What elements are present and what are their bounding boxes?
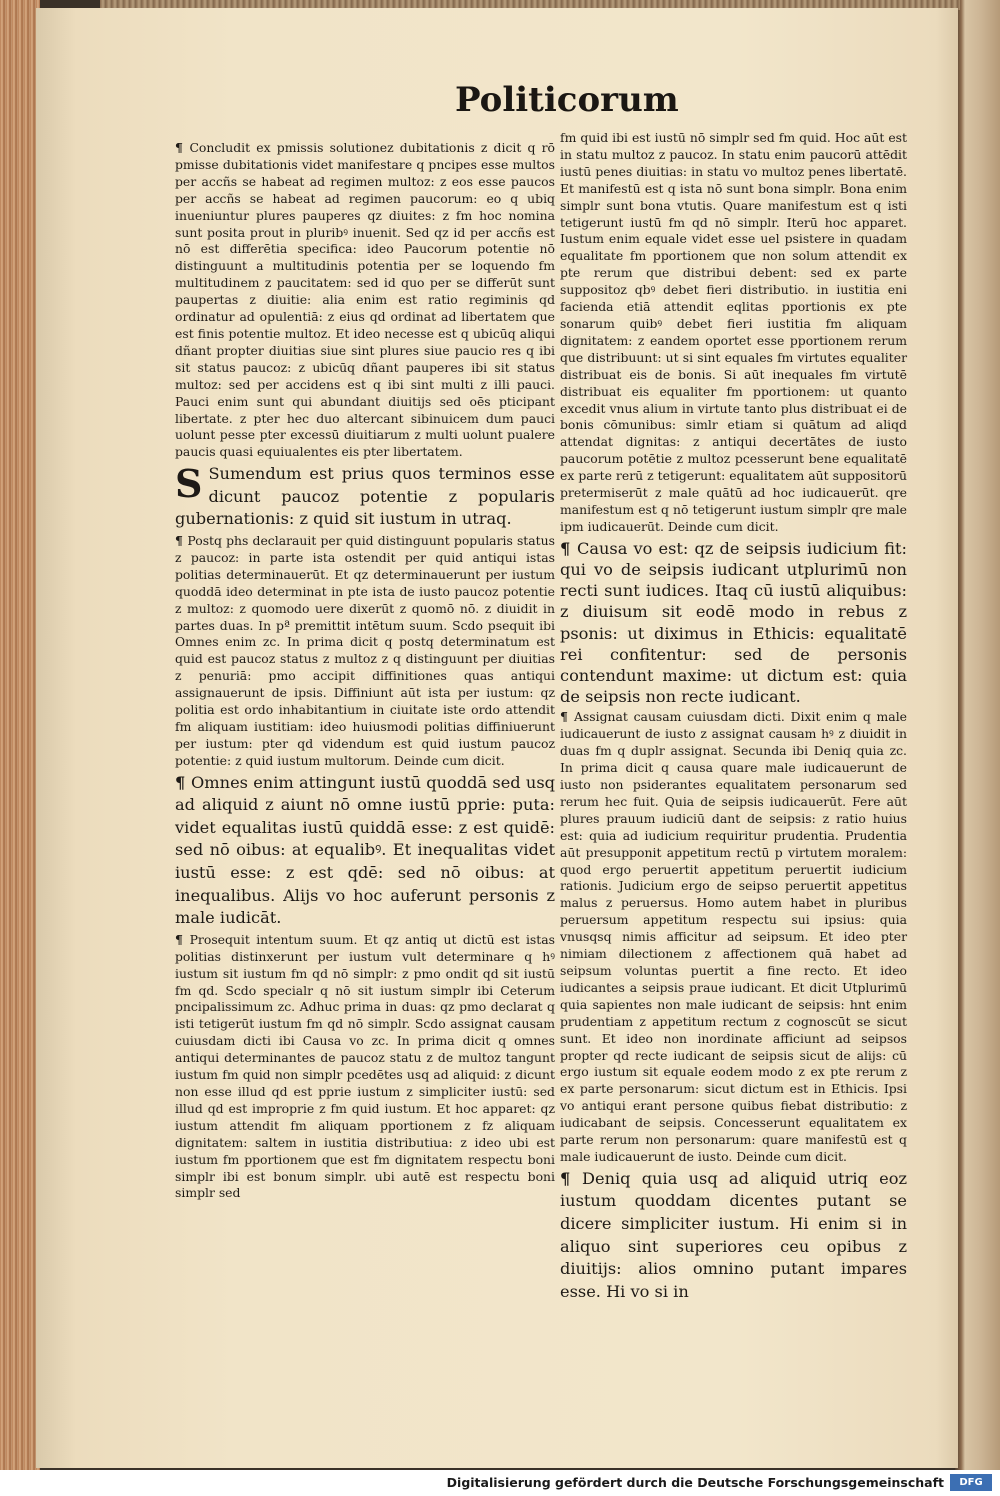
dropcap-initial: S — [175, 461, 203, 507]
pilcrow-icon: ¶ — [175, 533, 188, 548]
paragraph-lemma: ¶ Omnes enim attingunt iustū quoddā sed usq ad aliquid z aiunt nō omne iustū pprie: puta: videt equalitas iustū quiddā esse: z est quidē: sed nō oibus: at equalibꝰ. Et inequalitas videt iustū esse: z est qdē: sed nō oibus: at inequalibus. Alijs vo hoc auferunt personis z male iudicāt. — [175, 772, 555, 928]
paragraph-lemma: ¶ Causa vo est: qz de seipsis iudicium fit: qui vo de seipsis iudicant utplurimū non recti sunt iudices. Itaq cū iustū aliquibus: z diuisum sit eodē modo in rebus z psonis: ut diximus in Ethicis: equalitatē rei confitentur: sed de personis contendunt maxime: ut dictum est: quia de seipsis non recte iudicant. — [560, 538, 907, 707]
paragraph-lemma: S Sumendum est prius quos terminos esse dicunt paucoz potentie z popularis gubernationis: z quid sit iustum in utraq. — [175, 461, 555, 529]
book-right-page-edge — [955, 0, 1000, 1470]
right-column — [560, 130, 907, 1305]
pilcrow-icon: ¶ — [175, 772, 192, 792]
paragraph: fm quid ibi est iustū nō simplr sed fm quid. Hoc aūt est in statu multoz z paucoz. In statu enim paucorū attēdit iustū penes diuitias: in statu vo multoz penes libertatē. Et manifestū est q ista nō sunt bona simplr. Bona enim simplr sunt bona vtutis. Quare manifestum est q isti tetigerunt iustū fm qd nō simplr. Iterū hoc apparet. Iustum enim equale videt esse uel psistere in quadam equalitate fm pportionem que non solum attendit ex pte rerum que distribui debent: sed ex parte suppositoz qbꝰ debet fieri distributio. in iustitia eni facienda etiā attendit eqlitas pportionis ex pte sonarum quibꝰ debet fieri iustitia fm aliquam dignitatem: z eandem oportet esse pportionem rerum que distribuunt: ut si sint equales fm virtutes equaliter distribuat eis de bonis. Si aūt inequales fm virtutē distribuat eis equaliter fm pportionem: ut quanto excedit vnus alium in virtute tanto plus distribuat ei de bonis cōmunibus: simlr etiam si quātum ad aliqd attendat dignitas: z antiqui decertātes de iusto paucorum potētie z multoz pcesserunt bene equalitatē ex parte rerū z tetigerunt: equalitatem aūt suppositorū pretermiserūt z male quātū ad hoc iudicauerūt. qre manifestum est q nō tetigerunt iustum simplr qre male ipm iudicauerūt. Deinde cum dicit. — [560, 130, 907, 534]
dfg-logo-icon: DFG — [950, 1474, 992, 1491]
pilcrow-icon: ¶ — [175, 931, 190, 947]
book-left-page-edges — [0, 0, 40, 1470]
paragraph: ¶ Prosequit intentum suum. Et qz antiq ut dictū est istas politias distinxerunt per iustum vult determinare q hꝰ iustum sit iustum fm qd nō simplr: z pmo ondit qd sit iustū fm qd. Scdo specialr q nō sit iustum simplr ibi Ceterum pncipalissimum zc. Adhuc prima in duas: qz pmo declarat q isti tetigerūt iustum fm qd nō simplr. Scdo assignat causam cuiusdam dicti ibi Causa vo zc. In prima dicit q omnes antiqui determinantes de paucoz statu z de multoz tangunt iustum fm quid non simplr pcedētes usq ad aliquid: z dicunt non esse illud qd est pprie iustum z simpliciter iustū: sed illud qd est improprie z fm quid iustum. Et hoc apparet: qz iustum attendit fm aliquam pportionem z fz aliquam dignitatem: saltem in iustitia distributiua: z ideo ubi est iustum fm pportionem que est fm dignitatem respectu boni simplr ibi est bonum simplr. ubi autē est respectu boni simplr sed — [175, 931, 555, 1201]
pilcrow-icon: ¶ — [175, 140, 190, 155]
footer-bar — [0, 1470, 1000, 1496]
paragraph: ¶ Postq phs declarauit per quid distinguunt popularis status z paucoz: in parte ista ostendit per quid antiqui istas politias determinauerūt. Et qz determinauerunt per iustum quoddā ideo determinat in pte ista de iusto paucoz potentie z multoz: z quomodo uere dixerūt z quomō nō. z diuidit in partes duas. In pª premittit intētum suum. Scdo psequit ibi Omnes enim zc. In prima dicit q postq determinatum est quid est paucoz status z multoz z q distinguunt per diuitias z penuriā: pmo accipit diffinitiones quas antiqui assignauerunt de ipsis. Diffiniunt aūt ista per iustum: qz politia est ordo inhabitantium in ciuitate iste ordo attendit fm aliquam iustitiam: ideo huiusmodi politias diffiniuerunt per iustum: pter qd videndum est quid iustum paucoz potentie: z quid iustum multorum. Deinde cum dicit. — [175, 533, 555, 768]
left-column — [175, 140, 555, 1204]
paragraph-lemma: ¶ Deniq quia usq ad aliquid utriq eoz iustum quoddam dicentes putant se dicere simpliciter iustum. Hi enim si in aliquo sint superiores ceu opibus z diuitijs: alios omnino putant impares esse. Hi vo si in — [560, 1168, 907, 1301]
running-title: Politicorum — [455, 80, 679, 120]
pilcrow-icon: ¶ — [560, 1168, 583, 1188]
paragraph: ¶ Assignat causam cuiusdam dicti. Dixit enim q male iudicauerunt de iusto z assignat causam hꝰ z diuidit in duas fm q duplr assignat. Secunda ibi Deniq quia zc. In prima dicit q causa quare male iudicauerunt de iusto non psiderantes equalitatem personarum sed rerum hec fuit. Quia de seipsis iudicauerūt. Fere aūt plures prauum iudiciū dant de seipsis: z ratio huius est: quia ad iudicium requiritur prudentia. Prudentia aūt presupponit appetitum rectū p virtutem moralem: quod ergo peruertit appetitum peruertit iudicium rationis. Judicium ergo de seipso peruertit appetitus malus z peruersus. Homo autem habet in pluribus peruersum appetitum respectu sui ipsius: quia vnusqsq nimis afficitur ad seipsum. Et ideo pter nimiam dilectionem z affectionem quā habet ad seipsum voluntas puertit a fine recto. Et ideo iudicantes a seipsis praue iudicant. Et dicit Utplurimū quia sapientes non male iudicant de seipsis: hnt enim prudentiam z appetitum rectum z cognoscūt se sicut sunt. Et ideo non inordinate afficiunt ad seipsos propter qd recte iudicant de seipsis sicut de alijs: cū ergo iustum sit equale eodem modo z ex pte rerum z ex parte personarum: sicut dictum est in Ethicis. Ipsi vo antiqui erant persone quibus fiebat distributio: z iudicabant de seipsis. Concesserunt equalitatem ex parte rerum non personarum: quare manifestū est q male iudicauerunt de iusto. Deinde cum dicit. — [560, 709, 907, 1164]
paragraph: ¶ Concludit ex pmissis solutionez dubitationis z dicit q rō pmisse dubitationis videt manifestare q pncipes esse multos per accñs se habeat ad regimen multoz: z eos esse paucos per accñs se habeat ad regimen paucorum: eo q ubiq inueniuntur plures pauperes qz diuites: z fm hoc nomina sunt posita prout in pluribꝰ inuenit. Sed qz id per accñs est nō est differētia specifica: ideo Paucorum potentie nō distinguunt a multitudinis potentia per se loquendo fm multitudinem z paucitatem: sed id quo per se differūt sunt paupertas z diuitie: alia enim est ratio regiminis qd ordinatur ad opulentiā: z eius qd ordinat ad libertatem que est finis potentie multoz. Et ideo necesse est q ubicūq aliqui dñant propter diuitias siue sint plures siue paucio res q ibi sit status paucoz: z ubicūq dñant pauperes ibi sit status multoz: sed per accidens est q ibi sint multi z illi pauci. Pauci enim sunt qui abundant diuitijs sed oēs pticipant libertate. z pter hec duo altercant sibinuicem dum pauci uolunt pesse pter excessū diuitiarum z multi uolunt pualere paucis quasi equiualentes eis pter libertatem. — [175, 140, 555, 460]
funding-credit: Digitalisierung gefördert durch die Deutsche Forschungsgemeinschaft — [446, 1475, 944, 1490]
pilcrow-icon: ¶ — [560, 709, 574, 725]
pilcrow-icon: ¶ — [560, 538, 577, 558]
